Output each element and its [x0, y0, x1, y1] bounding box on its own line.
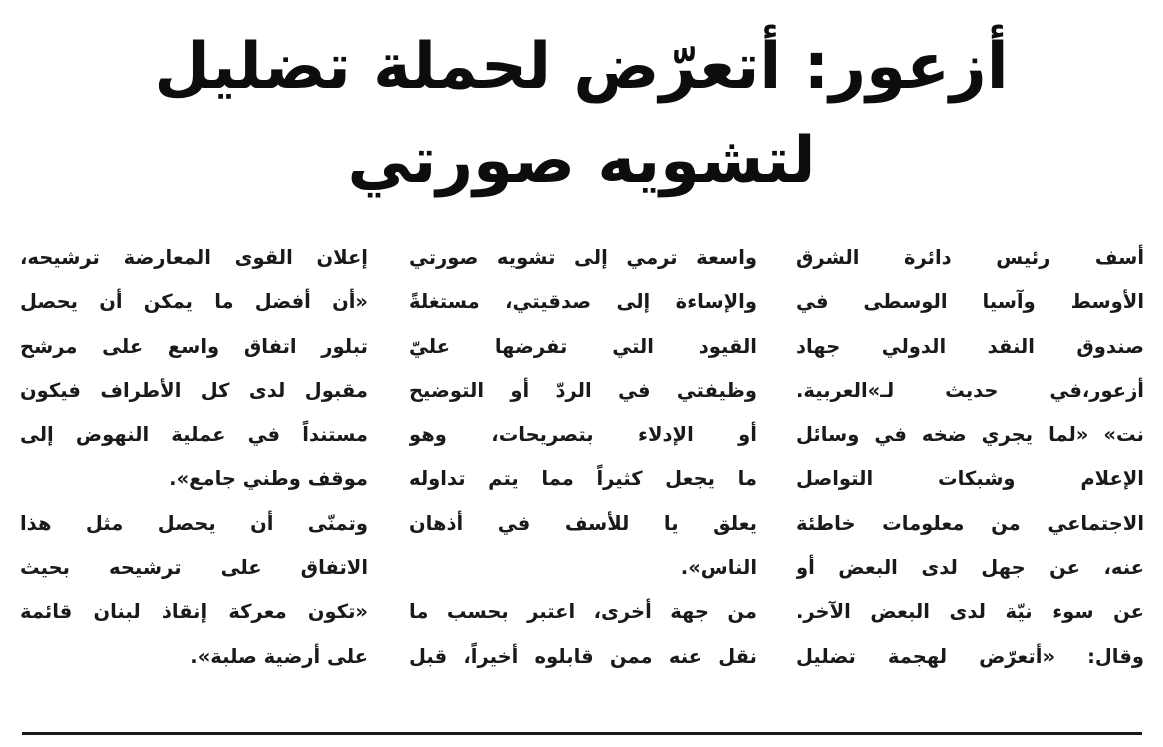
- text-line: القيود التي تفرضها عليّ: [409, 334, 757, 358]
- text-line: الناس».: [680, 556, 757, 580]
- text-line: تبلور اتفاق واسع على مرشح: [20, 334, 368, 358]
- text-line: «تكون معركة إنقاذ لبنان قائمة: [20, 600, 368, 624]
- body-column-right: [796, 236, 1144, 679]
- text-line: عنه، عن جهل لدى البعض أو: [796, 556, 1144, 580]
- text-line: نت» «لما يجري ضخه في وسائل: [796, 423, 1144, 447]
- text-line: مستنداً في عملية النهوض إلى: [20, 423, 368, 447]
- headline-line-1: أزعور: أتعرّض لحملة تضليل: [154, 30, 1009, 104]
- text-line: أزعور،في حديث لـ»العربية.: [796, 378, 1144, 402]
- text-line: موقف وطني جامع».: [169, 467, 368, 491]
- text-line: ما يجعل كثيراً مما يتم تداوله: [409, 467, 757, 491]
- text-line: عن سوء نيّة لدى البعض الآخر.: [796, 600, 1144, 624]
- text-line: يعلق يا للأسف في أذهان: [409, 511, 757, 535]
- text-line: صندوق النقد الدولي جهاد: [796, 334, 1144, 358]
- text-line: وتمنّى أن يحصل مثل هذا: [20, 511, 368, 535]
- text-line: «أن أفضل ما يمكن أن يحصل: [20, 290, 368, 314]
- text-line: أسف رئيس دائرة الشرق: [796, 246, 1144, 269]
- text-line: وظيفتي في الردّ أو التوضيح: [409, 378, 757, 402]
- text-line: واسعة ترمي إلى تشويه صورتي: [409, 246, 757, 269]
- text-line: وقال: «أتعرّض لهجمة تضليل: [796, 644, 1144, 668]
- article-headline: [40, 20, 1123, 220]
- text-line: نقل عنه ممن قابلوه أخيراً، قبل: [409, 644, 757, 668]
- bottom-divider: [22, 732, 1142, 735]
- text-line: الإعلام وشبكات التواصل: [796, 467, 1144, 491]
- text-line: على أرضية صلبة».: [190, 644, 368, 668]
- body-column-left: [20, 236, 368, 679]
- text-line: مقبول لدى كل الأطراف فيكون: [20, 378, 368, 402]
- text-line: الاجتماعي من معلومات خاطئة: [796, 511, 1144, 535]
- text-line: إعلان القوى المعارضة ترشيحه،: [20, 246, 368, 269]
- text-line: أو الإدلاء بتصريحات، وهو: [409, 423, 757, 447]
- body-column-middle: [409, 236, 757, 679]
- text-line: من جهة أخرى، اعتبر بحسب ما: [409, 600, 757, 624]
- text-line: والإساءة إلى صدقيتي، مستغلةً: [409, 290, 757, 314]
- text-line: الاتفاق على ترشيحه بحيث: [20, 556, 368, 580]
- text-line: الأوسط وآسيا الوسطى في: [796, 290, 1144, 314]
- headline-line-2: لتشويه صورتي: [347, 124, 816, 198]
- article-body: [20, 236, 1144, 710]
